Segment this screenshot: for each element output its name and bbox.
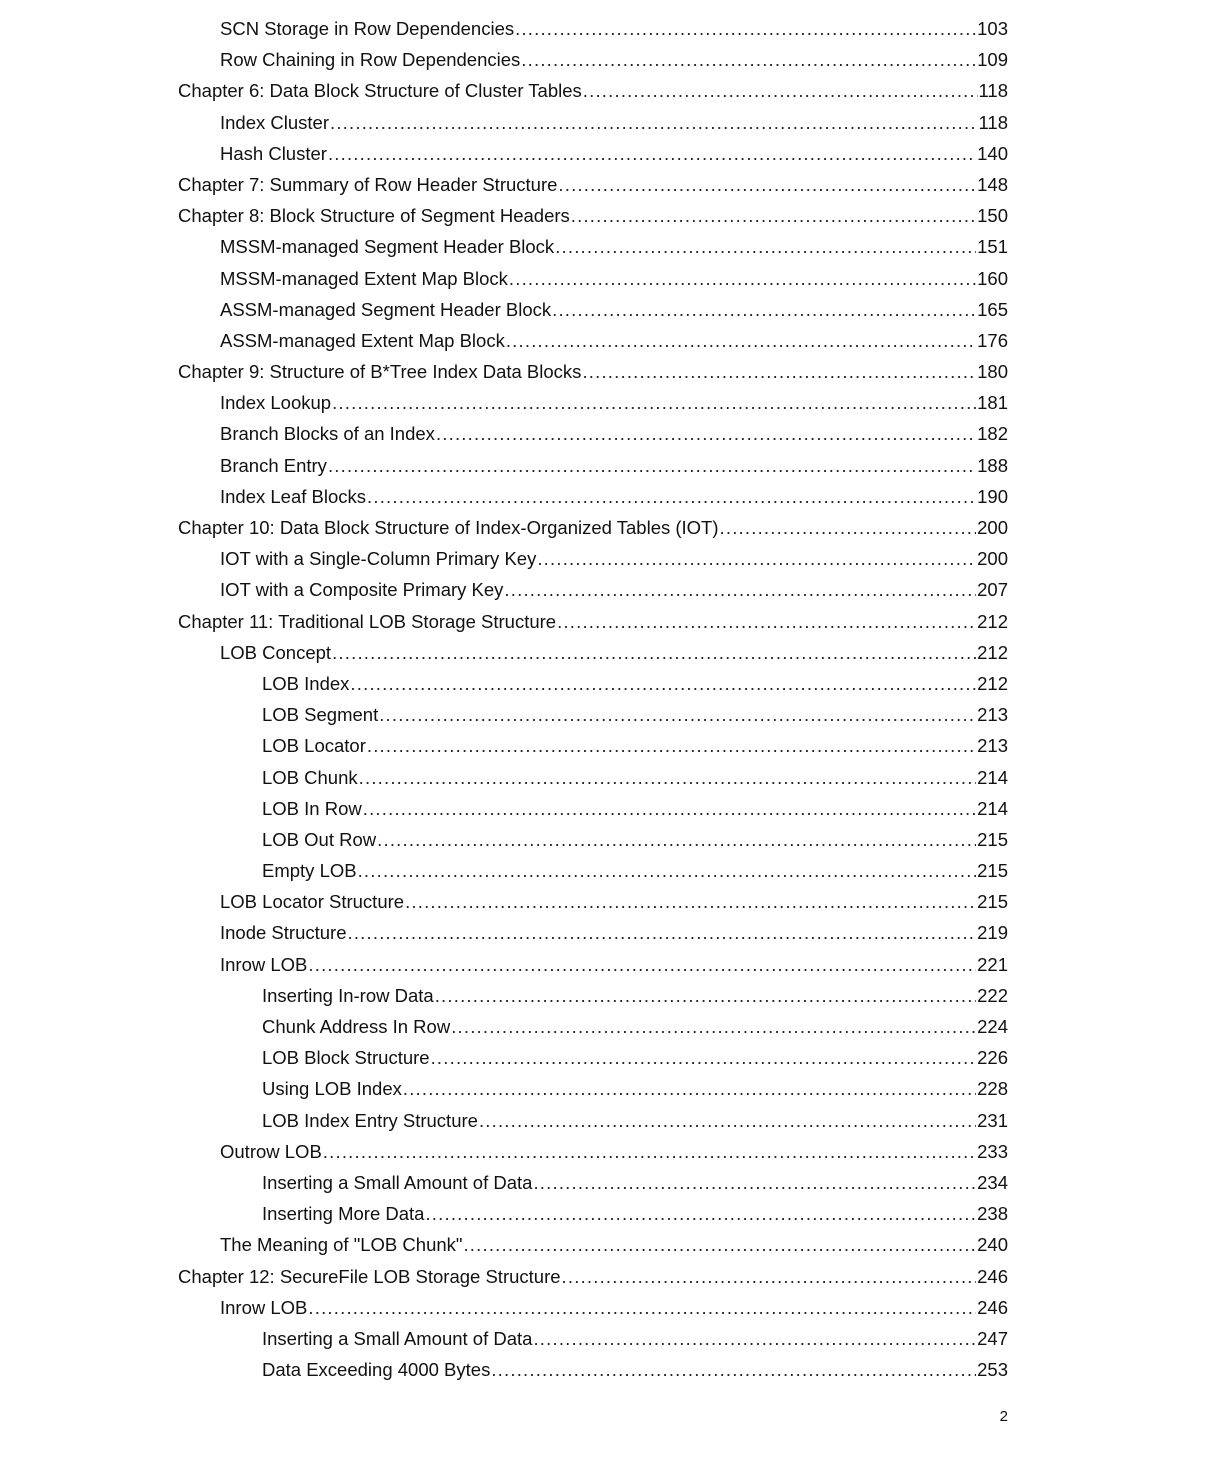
toc-entry-page-number: 190 — [977, 485, 1008, 507]
toc-entry-page-number: 213 — [977, 735, 1008, 757]
toc-entry-title: Chapter 8: Block Structure of Segment Headers — [178, 205, 570, 227]
toc-entry-title: Data Exceeding 4000 Bytes — [262, 1359, 491, 1381]
toc-entry-page-number: 213 — [977, 704, 1008, 726]
dot-leader — [328, 450, 976, 481]
toc-entry-page-number: 181 — [977, 392, 1008, 414]
toc-entry-page-number: 140 — [977, 142, 1008, 164]
toc-section-entry[interactable] — [178, 13, 1008, 44]
toc-entry-page-number: 234 — [977, 1171, 1008, 1193]
toc-section-entry[interactable] — [178, 325, 1008, 356]
toc-subsection-entry[interactable] — [178, 793, 1008, 824]
dot-leader — [367, 481, 976, 512]
dot-leader — [367, 730, 976, 761]
dot-leader — [451, 1011, 976, 1042]
dot-leader — [332, 637, 976, 668]
toc-entry-page-number: 231 — [977, 1109, 1008, 1131]
dot-leader — [533, 1167, 976, 1198]
dot-leader — [555, 231, 976, 262]
toc-entry-title: Chapter 11: Traditional LOB Storage Structure — [178, 610, 557, 632]
toc-entry-title: Chapter 10: Data Block Structure of Index-Organized Tables (IOT) — [178, 517, 719, 538]
dot-leader — [436, 418, 976, 449]
toc-entry-title: LOB Locator — [262, 735, 366, 757]
toc-section-entry[interactable] — [178, 1292, 1008, 1323]
toc-subsection-entry[interactable] — [178, 1105, 1008, 1136]
dot-leader — [323, 1136, 976, 1167]
toc-entry-page-number: 109 — [977, 49, 1008, 71]
toc-entry-title: Hash Cluster — [220, 142, 327, 164]
toc-entry-title: Chunk Address In Row — [262, 1016, 451, 1037]
toc-entry-page-number: 233 — [977, 1140, 1008, 1162]
toc-entry-title: ASSM-managed Segment Header Block — [220, 298, 552, 320]
toc-entry-page-number: 182 — [977, 423, 1008, 445]
toc-section-entry[interactable] — [178, 418, 1008, 449]
dot-leader — [328, 138, 976, 169]
toc-entry-title: Branch Entry — [220, 454, 327, 476]
toc-entry-title: LOB Segment — [262, 704, 379, 726]
toc-entry-title: Inserting In-row Data — [262, 984, 434, 1006]
dot-leader — [479, 1105, 976, 1136]
toc-entry-page-number: 200 — [977, 548, 1008, 570]
toc-section-entry[interactable] — [178, 481, 1008, 512]
toc-subsection-entry[interactable] — [178, 824, 1008, 855]
toc-entry-page-number: 160 — [977, 267, 1008, 289]
toc-subsection-entry[interactable] — [178, 980, 1008, 1011]
dot-leader — [377, 824, 976, 855]
toc-entry-title: LOB In Row — [262, 797, 362, 819]
dot-leader — [435, 980, 976, 1011]
toc-section-entry[interactable] — [178, 949, 1008, 980]
toc-entry-page-number: 222 — [977, 984, 1008, 1006]
dot-leader — [582, 356, 976, 387]
dot-leader — [504, 574, 976, 605]
toc-entry-page-number: 219 — [977, 922, 1008, 944]
toc-entry-page-number: 228 — [977, 1078, 1008, 1100]
dot-leader — [330, 107, 978, 138]
toc-section-entry[interactable] — [178, 543, 1008, 574]
dot-leader — [308, 949, 976, 980]
toc-entry-title: Inode Structure — [220, 922, 347, 944]
toc-entry-title: Inserting More Data — [262, 1203, 425, 1225]
toc-section-entry[interactable] — [178, 637, 1008, 668]
toc-entry-page-number: 238 — [977, 1203, 1008, 1225]
toc-entry-page-number: 215 — [977, 860, 1008, 882]
toc-section-entry[interactable] — [178, 450, 1008, 481]
toc-entry-title: LOB Index — [262, 672, 350, 694]
table-of-contents — [178, 13, 1008, 1385]
toc-chapter-entry[interactable] — [178, 200, 1008, 231]
toc-entry-page-number: 176 — [977, 329, 1008, 351]
toc-entry-page-number: 247 — [977, 1327, 1008, 1349]
dot-leader — [552, 294, 976, 325]
toc-entry-page-number: 212 — [977, 610, 1008, 632]
toc-entry-title: MSSM-managed Segment Header Block — [220, 236, 555, 258]
toc-chapter-entry[interactable] — [178, 512, 1008, 543]
toc-subsection-entry[interactable] — [178, 762, 1008, 793]
dot-leader — [405, 886, 976, 917]
toc-entry-title: Index Lookup — [220, 392, 332, 414]
toc-entry-title: IOT with a Single-Column Primary Key — [220, 548, 537, 570]
toc-section-entry[interactable] — [178, 263, 1008, 294]
dot-leader — [720, 512, 977, 543]
toc-section-entry[interactable] — [178, 1136, 1008, 1167]
toc-entry-page-number: 118 — [978, 80, 1008, 102]
toc-entry-title: Chapter 7: Summary of Row Header Structure — [178, 173, 558, 195]
toc-entry-title: Index Leaf Blocks — [220, 485, 367, 507]
dot-leader — [557, 606, 976, 637]
dot-leader — [562, 1261, 977, 1292]
dot-leader — [537, 543, 976, 574]
toc-entry-page-number: 214 — [977, 797, 1008, 819]
dot-leader — [521, 44, 976, 75]
toc-subsection-entry[interactable] — [178, 668, 1008, 699]
toc-chapter-entry[interactable] — [178, 356, 1008, 387]
dot-leader — [506, 325, 976, 356]
toc-chapter-entry[interactable] — [178, 169, 1008, 200]
toc-entry-page-number: 212 — [977, 672, 1008, 694]
toc-entry-page-number: 180 — [977, 361, 1008, 383]
toc-section-entry[interactable] — [178, 574, 1008, 605]
toc-entry-page-number: 240 — [977, 1234, 1008, 1256]
dot-leader — [491, 1354, 976, 1385]
toc-entry-title: Index Cluster — [220, 111, 329, 133]
dot-leader — [308, 1292, 976, 1323]
toc-entry-page-number: 246 — [977, 1265, 1008, 1287]
dot-leader — [363, 793, 976, 824]
toc-entry-title: Inrow LOB — [220, 1296, 308, 1318]
toc-section-entry[interactable] — [178, 44, 1008, 75]
toc-entry-title: Row Chaining in Row Dependencies — [220, 49, 521, 71]
toc-section-entry[interactable] — [178, 886, 1008, 917]
toc-entry-page-number: 221 — [977, 953, 1008, 975]
dot-leader — [403, 1073, 976, 1104]
toc-subsection-entry[interactable] — [178, 699, 1008, 730]
toc-entry-title: Empty LOB — [262, 860, 357, 882]
toc-entry-page-number: 207 — [977, 579, 1008, 601]
toc-entry-title: LOB Locator Structure — [220, 891, 405, 913]
toc-subsection-entry[interactable] — [178, 1198, 1008, 1229]
toc-entry-title: Chapter 12: SecureFile LOB Storage Structure — [178, 1265, 561, 1287]
toc-section-entry[interactable] — [178, 107, 1008, 138]
toc-entry-title: Using LOB Index — [262, 1078, 402, 1100]
toc-entry-title: The Meaning of "LOB Chunk" — [220, 1234, 463, 1256]
toc-section-entry[interactable] — [178, 138, 1008, 169]
dot-leader — [332, 387, 976, 418]
dot-leader — [571, 200, 976, 231]
toc-entry-page-number: 226 — [977, 1047, 1008, 1069]
dot-leader — [583, 75, 978, 106]
dot-leader — [425, 1198, 976, 1229]
toc-entry-page-number: 246 — [977, 1296, 1008, 1318]
toc-entry-page-number: 118 — [978, 111, 1008, 133]
toc-entry-page-number: 151 — [977, 236, 1008, 258]
toc-entry-title: Chapter 6: Data Block Structure of Cluster Tables — [178, 80, 582, 102]
toc-subsection-entry[interactable] — [178, 1073, 1008, 1104]
toc-entry-title: SCN Storage in Row Dependencies — [220, 18, 515, 39]
toc-entry-title: ASSM-managed Extent Map Block — [220, 329, 505, 351]
toc-subsection-entry[interactable] — [178, 1042, 1008, 1073]
dot-leader — [358, 855, 977, 886]
toc-entry-page-number: 103 — [977, 18, 1008, 39]
dot-leader — [350, 668, 976, 699]
toc-entry-page-number: 150 — [977, 205, 1008, 227]
toc-entry-page-number: 253 — [977, 1359, 1008, 1381]
toc-entry-title: LOB Chunk — [262, 766, 358, 788]
dot-leader — [515, 13, 976, 44]
toc-subsection-entry[interactable] — [178, 1323, 1008, 1354]
dot-leader — [463, 1229, 976, 1260]
toc-subsection-entry[interactable] — [178, 1011, 1008, 1042]
toc-entry-title: LOB Concept — [220, 641, 332, 663]
dot-leader — [379, 699, 976, 730]
toc-entry-title: LOB Block Structure — [262, 1047, 430, 1069]
toc-subsection-entry[interactable] — [178, 1167, 1008, 1198]
dot-leader — [431, 1042, 977, 1073]
toc-entry-page-number: 188 — [977, 454, 1008, 476]
toc-entry-page-number: 224 — [977, 1016, 1008, 1037]
toc-subsection-entry[interactable] — [178, 1354, 1008, 1385]
toc-entry-title: Inserting a Small Amount of Data — [262, 1171, 533, 1193]
toc-entry-page-number: 200 — [977, 517, 1008, 538]
dot-leader — [533, 1323, 976, 1354]
dot-leader — [558, 169, 976, 200]
toc-entry-page-number: 215 — [977, 891, 1008, 913]
page-number: 2 — [999, 1408, 1008, 1425]
toc-chapter-entry[interactable] — [178, 75, 1008, 106]
toc-section-entry[interactable] — [178, 231, 1008, 262]
toc-entry-page-number: 215 — [977, 828, 1008, 850]
toc-entry-title: LOB Out Row — [262, 828, 377, 850]
toc-chapter-entry[interactable] — [178, 606, 1008, 637]
toc-entry-title: MSSM-managed Extent Map Block — [220, 267, 508, 289]
toc-entry-title: IOT with a Composite Primary Key — [220, 579, 504, 601]
toc-subsection-entry[interactable] — [178, 855, 1008, 886]
toc-section-entry[interactable] — [178, 917, 1008, 948]
dot-leader — [348, 917, 977, 948]
dot-leader — [509, 263, 976, 294]
toc-entry-title: LOB Index Entry Structure — [262, 1109, 478, 1131]
toc-entry-title: Inserting a Small Amount of Data — [262, 1327, 533, 1349]
toc-section-entry[interactable] — [178, 294, 1008, 325]
toc-section-entry[interactable] — [178, 387, 1008, 418]
toc-entry-page-number: 214 — [977, 766, 1008, 788]
toc-subsection-entry[interactable] — [178, 730, 1008, 761]
toc-entry-title: Outrow LOB — [220, 1140, 322, 1162]
dot-leader — [359, 762, 976, 793]
toc-entry-page-number: 148 — [977, 173, 1008, 195]
toc-entry-page-number: 212 — [977, 641, 1008, 663]
toc-chapter-entry[interactable] — [178, 1261, 1008, 1292]
toc-entry-page-number: 165 — [977, 298, 1008, 320]
toc-entry-title: Chapter 9: Structure of B*Tree Index Data Blocks — [178, 361, 582, 383]
toc-section-entry[interactable] — [178, 1229, 1008, 1260]
toc-entry-title: Inrow LOB — [220, 953, 308, 975]
toc-entry-title: Branch Blocks of an Index — [220, 423, 435, 445]
